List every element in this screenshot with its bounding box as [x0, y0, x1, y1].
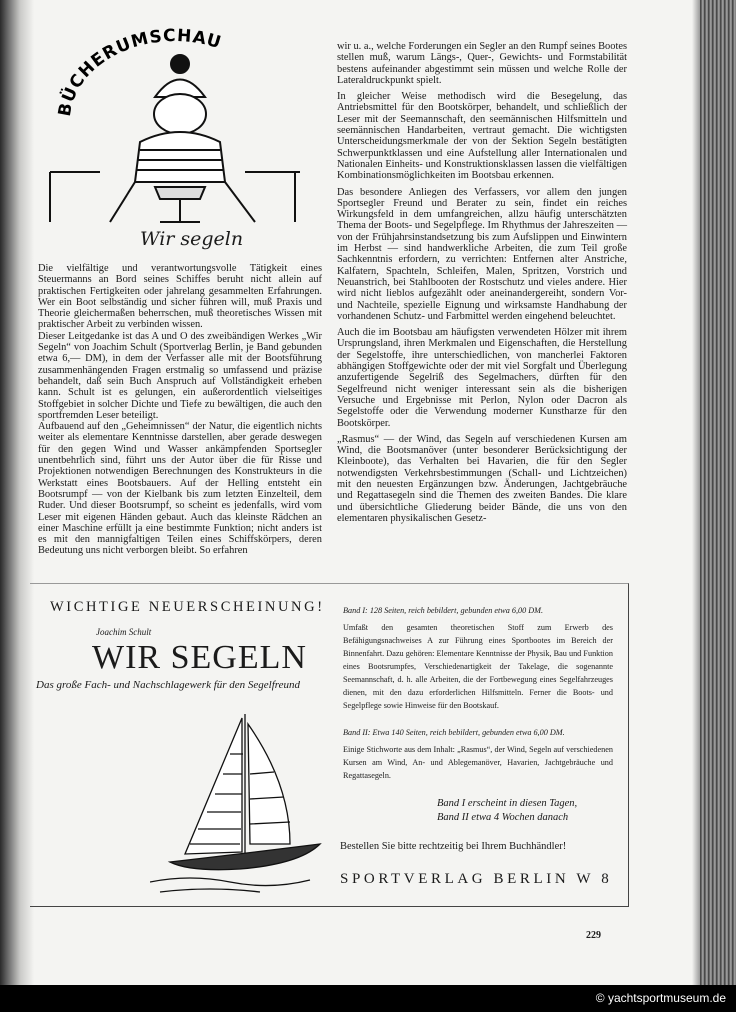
- availability-band2: Band II etwa 4 Wochen danach: [437, 812, 569, 823]
- book-binding-shadow: [0, 0, 34, 985]
- publisher: SPORTVERLAG BERLIN W 8: [340, 871, 613, 887]
- band1-heading: Band I: 128 Seiten, reich bebildert, gebunden etwa 6,00 DM.: [343, 606, 544, 615]
- paragraph: Dieser Leitgedanke ist das A und O des zweibändigen Werkes „Wir Segeln“ von Joachim Schult (Sportverlag Berlin, je Band gebunden etwa 6,— DM), in dem der Verfasser alle mit der Bootsführung zusammenhängenden Fragen erstmalig so umfassend und präzise behandelt, daß sein Buch Anspruch auf Vollständigkeit erheben kann. Schult ist es gelungen, ein außerordentlich vielseitiges Stoffgebiet in solcher Dichte und Tiefe zu bewältigen, die auch den sportfremden Leser beteiligt.: [38, 330, 322, 421]
- paragraph: Die vielfältige und verantwortungsvolle Tätigkeit eines Steuermanns an Bord seines Schiffes beruht nicht allein auf praktischen Fertigkeiten oder jahrelang gesammelten Erfahrungen. Wer ein Boot selbständig und sicher führen will, muß Praxis und Theorie gleichermaßen beherrschen, muß theoretisches Wissen mit praktischer Arbeit zu verbinden wissen.: [38, 263, 322, 331]
- sailboat-illustration: [150, 704, 335, 899]
- sailor-reading-illustration: [40, 22, 305, 232]
- band2-description: Einige Stichworte aus dem Inhalt: „Rasmus“, der Wind, Segeln auf verschiedenen Kursen am Wind, An- und Ablegemanöver, Havarien, Jachtgebräuche und Regattasegeln.: [343, 745, 613, 780]
- paragraph: wir u. a., welche Forderungen ein Segler an den Rumpf seines Bootes stellen muß, warum Längs-, Quer-, Gewichts- und Formstabilität bestens aufeinander abgestimmt sein müssen und welche Rolle der Lateraldruckpunkt spielt.: [337, 41, 627, 86]
- availability-band1: Band I erscheint in diesen Tagen,: [437, 798, 578, 809]
- ad-book-title: WIR SEGELN: [92, 639, 307, 676]
- order-note: Bestellen Sie bitte rechtzeitig bei Ihrem Buchhändler!: [340, 841, 567, 852]
- paragraph: In gleicher Weise methodisch wird die Besegelung, das Antriebsmittel für den Bootskörper, behandelt, und schließlich der Leser mit der Seemannschaft, den seemännischen Hilfsmitteln und seemännischen Handarbeiten, vertraut gemacht. Die wichtigsten Unterscheidungsmerkmale der von der Sektion Segeln bestätigten Schwerpunktklassen und eine Aufstellung aller Internationalen und Nationalen Einheits- und Konstruktionsklassen lassen die vielfältigen Kombinationsmöglichkeiten im Bootsbau erkennen.: [337, 91, 627, 182]
- paragraph: Auch die im Bootsbau am häufigsten verwendeten Hölzer mit ihrem Ursprungsland, ihren Merkmalen und Eigenschaften, die Herstellung der Segelstoffe, ihre unterschiedlichen, von mancherlei Faktoren abhängigen Stoffgewichte oder der mit viel Sorgfalt und Überlegung anzufertigende Segelriß des Segelmachers, dürften für den Segelfreund nicht weniger interessant sein als die bisherigen Versuche und Ergebnisse mit Perlon, Nylon oder Dacron als Segelstoffe oder die Verwendung moderner Kunstharze für den Bootskörper.: [337, 327, 627, 429]
- svg-text:BÜCHERUMSCHAU: BÜCHERUMSCHAU: [54, 25, 224, 118]
- watermark-bar: [0, 985, 736, 1012]
- band1-description: Umfaßt den gesamten theoretischen Stoff zum Erwerb des Befähigungsnachweises A zur Führung eines Sportbootes im Bereich der Binnenfahrt. Dazu gehören: Elementare Kenntnisse der Physik, Bau und Funktion eines Bootsrumpfes, Verschiedenartigkeit der Takelage, die sogenannte Seemannschaft, d. h. alle Arbeiten, die der Fortbewegung eines Segelfahrzeuges dienen, mit den dazu erforderlichen Hilfsmitteln. Ferner die Boots- und Segelpflege sowie Hinweise für den Bootskauf.: [343, 623, 613, 710]
- band2-heading: Band II: Etwa 140 Seiten, reich bebildert, gebunden etwa 6,00 DM.: [343, 728, 565, 737]
- review-column-left: [38, 263, 322, 557]
- page-number: 229: [586, 930, 601, 941]
- page-stack-edge: [700, 0, 736, 985]
- paragraph: Das besondere Anliegen des Verfassers, vor allem den jungen Sportsegler Freund und Berater zu sein, findet ein reiches Wirkungsfeld in dem umfangreichen, allzu häufig unterschätzten Thema der Boots- und Segelpflege. Im Rhythmus der Jahreszeiten — von der Frühjahrsinstandsetzung bis zum Aufslippen und Einwintern im Herbst — sind handwerkliche Arbeiten, die zum Teil große Sachkenntnis erfordern, zu verrichten: Entfernen alter Anstriche, Kalfatern, Spachteln, Schleifen, Malen, Spritzen, Vorstrich und Neuanstrich, bei Stahlbooten der Rostschutz und vieles andere. Hier wird nicht lieblos aufgezählt oder aneinandergereiht, sondern Vor- und Nachteile, spezielle Eignung und wirksamste Handhabung der vorhandenen Schutz- und Farbmittel werden eingehend beleuchtet.: [337, 186, 627, 322]
- paragraph: Aufbauend auf den „Geheimnissen“ der Natur, die eigentlich nichts weiter als elementare Kenntnisse darstellen, aber gerade deswegen für den gegen Wind und Wasser ankämpfenden Sportsegler unentbehrlich sind, führt uns der Autor über die für Risse und Projektionen notwendigen Berechnungen des Konstrukteurs in die Werkstatt eines Bootsbauers. Auf der Helling entsteht ein Bootsrumpf — von der Kielbank bis zum letzten Einzelteil, dem Ruder. Und dieser Bootsrumpf, so scheint es jedenfalls, wird vom Leser mit eigenen Händen gebaut. Auch das kleinste Rädchen an einer Maschine erfüllt ja eine bestimmte Funktion; nicht anders ist es mit den mannigfaltigen Teilen eines Schiffskörpers, deren Bedeutung uns nicht verborgen bleibt. So erfahren: [38, 421, 322, 557]
- ad-subtitle: Das große Fach- und Nachschlagewerk für den Segelfreund: [36, 679, 301, 691]
- ad-headline: WICHTIGE NEUERSCHEINUNG!: [50, 599, 325, 615]
- watermark-text: © yachtsportmuseum.de: [595, 991, 726, 1005]
- review-title: Wir segeln: [140, 228, 244, 250]
- review-column-right: [337, 41, 627, 529]
- ad-author: Joachim Schult: [96, 627, 152, 637]
- book-advertisement: [30, 583, 629, 907]
- paragraph: „Rasmus“ — der Wind, das Segeln auf verschiedenen Kursen am Wind, die Bootsmanöver (unter besonderer Berücksichtigung der Kleinboote), das Verhalten bei Havarien, die für den Segler notwendigsten Verkehrsbestimmungen (Schall- und Lichtzeichen) mit den neuesten Ergänzungen bzw. Änderungen, Jachtgebräuche und Regattasegeln sind die Themen des zweiten Bandes. Die klare und übersichtliche Gliederung beider Bände, die uns von den elementaren physikalischen Gesetz-: [337, 433, 627, 524]
- availability-note: [437, 797, 577, 825]
